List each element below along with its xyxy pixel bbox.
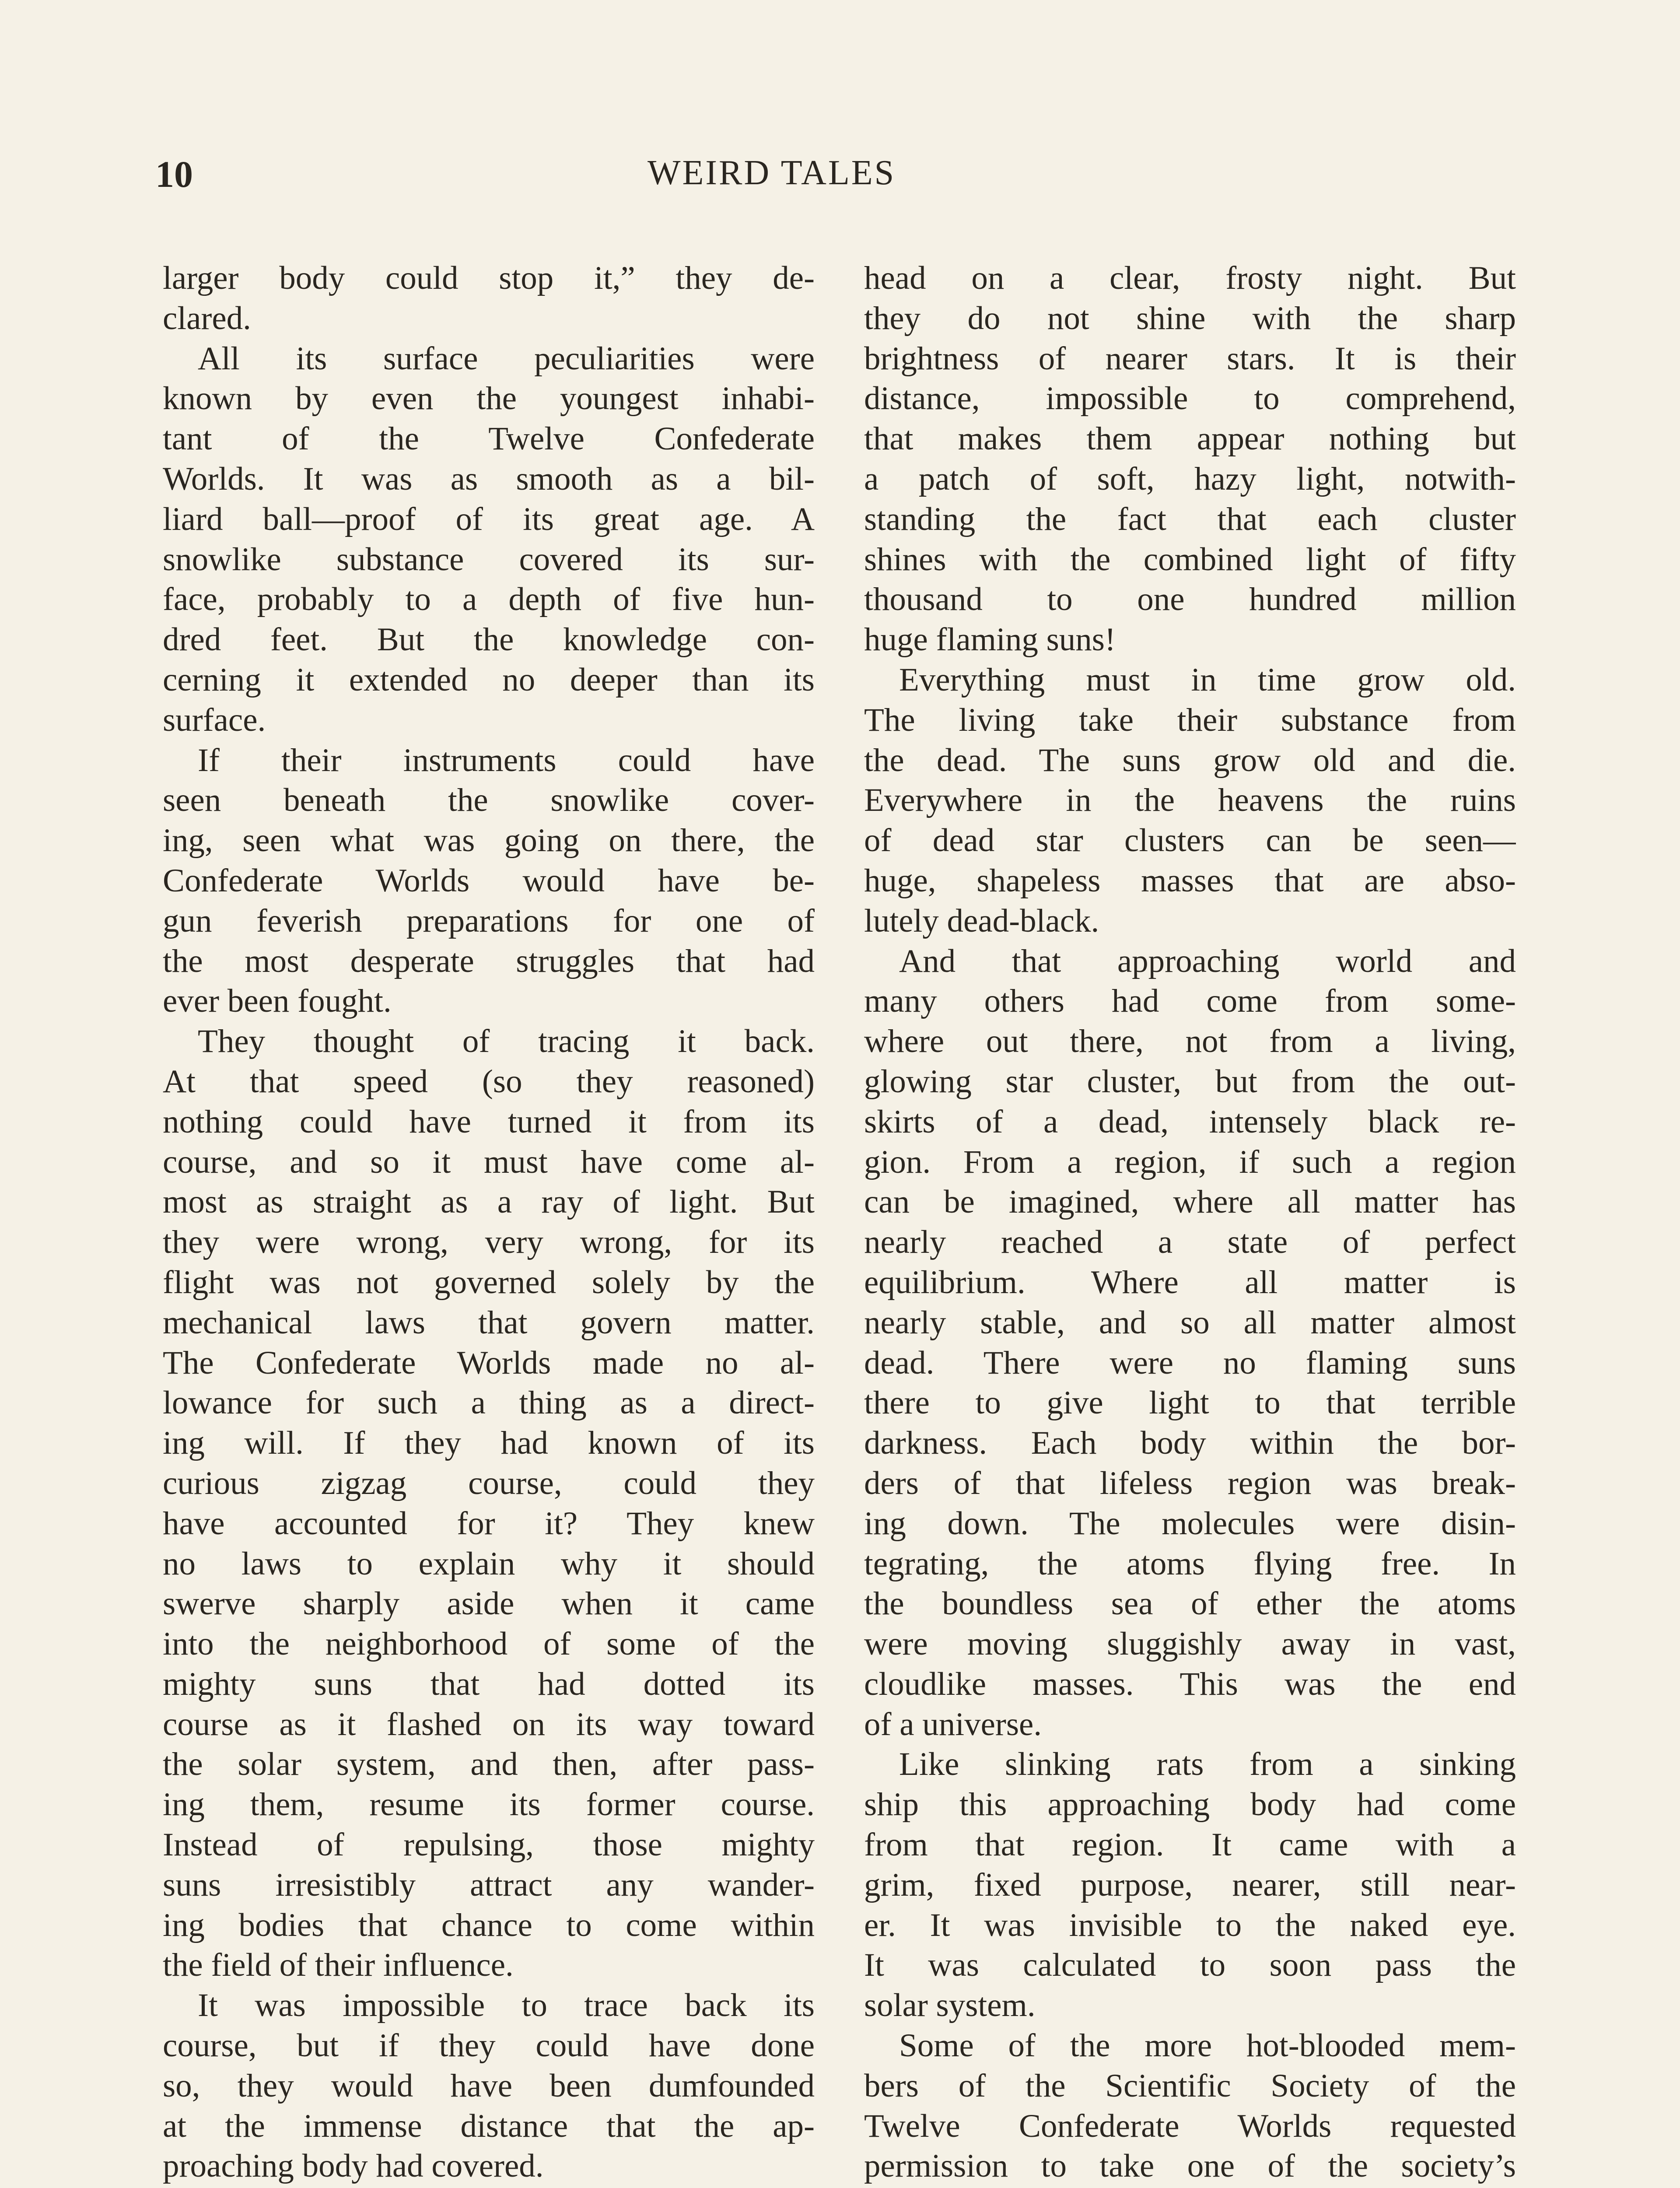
text-line: huge, shapeless masses that are abso- [864, 862, 1516, 899]
text-line: clared. [163, 300, 251, 337]
text-line: permission to take one of the society’s [864, 2148, 1516, 2184]
text-line: course, and so it must have come al- [163, 1143, 815, 1180]
text-line: most as straight as a ray of light. But [163, 1184, 815, 1220]
text-line: snowlike substance covered its sur- [163, 541, 815, 578]
text-line: darkness. Each body within the bor- [864, 1425, 1516, 1462]
text-line: ders of that lifeless region was break- [864, 1465, 1516, 1501]
text-line: lowance for such a thing as a direct- [163, 1385, 815, 1421]
text-line: surface. [163, 701, 266, 738]
text-line: At that speed (so they reasoned) [163, 1063, 815, 1100]
text-line: huge flaming suns! [864, 621, 1116, 658]
text-line: nothing could have turned it from its [163, 1103, 815, 1140]
text-line: tegrating, the atoms flying free. In [864, 1545, 1516, 1582]
left-text-column [163, 258, 815, 2188]
text-line: It was calculated to soon pass the [864, 1947, 1516, 1984]
text-line: Twelve Confederate Worlds requested [864, 2107, 1516, 2144]
text-line: ever been fought. [163, 983, 392, 1020]
text-line: Instead of repulsing, those mighty [163, 1827, 815, 1863]
text-line: a patch of soft, hazy light, notwith- [864, 460, 1516, 497]
text-line: the field of their influence. [163, 1947, 514, 1984]
text-line: curious zigzag course, could they [163, 1465, 815, 1501]
text-line: where out there, not from a living, [864, 1023, 1516, 1060]
text-line: of dead star clusters can be seen— [864, 822, 1516, 859]
text-line: they do not shine with the sharp [864, 300, 1516, 337]
text-line: Like slinking rats from a sinking [899, 1746, 1516, 1783]
text-line: standing the fact that each cluster [864, 501, 1516, 537]
text-line: proaching body had covered. [163, 2148, 544, 2184]
text-line: of a universe. [864, 1706, 1042, 1743]
text-line: Some of the more hot-blooded mem- [899, 2027, 1516, 2064]
text-line: And that approaching world and [899, 943, 1516, 979]
text-line [163, 2186, 815, 2188]
text-line: the boundless sea of ether the atoms [864, 1585, 1516, 1622]
text-line: the dead. The suns grow old and die. [864, 742, 1516, 778]
text-line: no laws to explain why it should [163, 1545, 815, 1582]
text-line: skirts of a dead, intensely black re- [864, 1103, 1516, 1140]
text-line: All its surface peculiarities were [198, 340, 815, 377]
text-line: mechanical laws that govern matter. [163, 1304, 815, 1341]
text-line: have accounted for it? They knew [163, 1505, 815, 1542]
page-number: 10 [155, 153, 193, 195]
text-line: flight was not governed solely by the [163, 1264, 815, 1301]
text-line: dred feet. But the knowledge con- [163, 621, 815, 658]
text-line: liard ball—proof of its great age. A [163, 501, 815, 537]
text-line: swerve sharply aside when it came [163, 1585, 815, 1622]
text-line: distance, impossible to comprehend, [864, 380, 1516, 417]
text-line: The living take their substance from [864, 701, 1516, 738]
text-line: tant of the Twelve Confederate [163, 421, 815, 457]
text-line: shines with the combined light of fifty [864, 541, 1516, 578]
text-line: ing will. If they had known of its [163, 1425, 815, 1462]
text-line: equilibrium. Where all matter is [864, 1264, 1516, 1301]
text-line: suns irresistibly attract any wander- [163, 1866, 815, 1903]
text-line: head on a clear, frosty night. But [864, 260, 1516, 296]
text-line: were moving sluggishly away in vast, [864, 1626, 1516, 1662]
right-text-column [864, 258, 1516, 2188]
text-line: ship this approaching body had come [864, 1786, 1516, 1823]
text-line: course, but if they could have done [163, 2027, 815, 2064]
text-line: nearly stable, and so all matter almost [864, 1304, 1516, 1341]
text-line: thousand to one hundred million [864, 581, 1516, 618]
text-line: Confederate Worlds would have be- [163, 862, 815, 899]
text-line: The Confederate Worlds made no al- [163, 1344, 815, 1381]
text-line: gun feverish preparations for one of [163, 902, 815, 939]
text-line: bers of the Scientific Society of the [864, 2067, 1516, 2104]
text-line: It was impossible to trace back its [198, 1987, 815, 2024]
text-line: glowing star cluster, but from the out- [864, 1063, 1516, 1100]
text-line: many others had come from some- [864, 983, 1516, 1020]
text-line: lutely dead-black. [864, 902, 1099, 939]
text-line: mighty suns that had dotted its [163, 1666, 815, 1702]
text-line: ing bodies that chance to come within [163, 1907, 815, 1943]
text-line: Worlds. It was as smooth as a bil- [163, 460, 815, 497]
text-line: brightness of nearer stars. It is their [864, 340, 1516, 377]
text-line: they were wrong, very wrong, for its [163, 1224, 815, 1261]
text-line: course as it flashed on its way toward [163, 1706, 815, 1743]
text-line: solar system. [864, 1987, 1036, 2024]
text-line: nearly reached a state of perfect [864, 1224, 1516, 1261]
text-line: from that region. It came with a [864, 1827, 1516, 1863]
text-line: so, they would have been dumfounded [163, 2067, 815, 2104]
text-line: the solar system, and then, after pass- [163, 1746, 815, 1783]
text-line: cloudlike masses. This was the end [864, 1666, 1516, 1702]
text-line: gion. From a region, if such a region [864, 1143, 1516, 1180]
text-line: They thought of tracing it back. [198, 1023, 815, 1060]
text-line: grim, fixed purpose, nearer, still near- [864, 1866, 1516, 1903]
text-line: dead. There were no flaming suns [864, 1344, 1516, 1381]
text-line: that makes them appear nothing but [864, 421, 1516, 457]
text-line: at the immense distance that the ap- [163, 2107, 815, 2144]
text-line: can be imagined, where all matter has [864, 1184, 1516, 1220]
text-line: known by even the youngest inhabi- [163, 380, 815, 417]
text-line: into the neighborhood of some of the [163, 1626, 815, 1662]
text-line: Everywhere in the heavens the ruins [864, 782, 1516, 819]
text-line [864, 2186, 1516, 2188]
text-line: larger body could stop it,” they de- [163, 260, 815, 296]
text-line: cerning it extended no deeper than its [163, 661, 815, 698]
text-line: there to give light to that terrible [864, 1385, 1516, 1421]
text-line: seen beneath the snowlike cover- [163, 782, 815, 819]
text-line: ing down. The molecules were disin- [864, 1505, 1516, 1542]
text-line: er. It was invisible to the naked eye. [864, 1907, 1516, 1943]
text-line: ing, seen what was going on there, the [163, 822, 815, 859]
text-line: Everything must in time grow old. [899, 661, 1516, 698]
text-line: If their instruments could have [198, 742, 815, 778]
text-line: ing them, resume its former course. [163, 1786, 815, 1823]
text-line: the most desperate struggles that had [163, 943, 815, 979]
running-head: WEIRD TALES [648, 154, 896, 192]
text-line: face, probably to a depth of five hun- [163, 581, 815, 618]
